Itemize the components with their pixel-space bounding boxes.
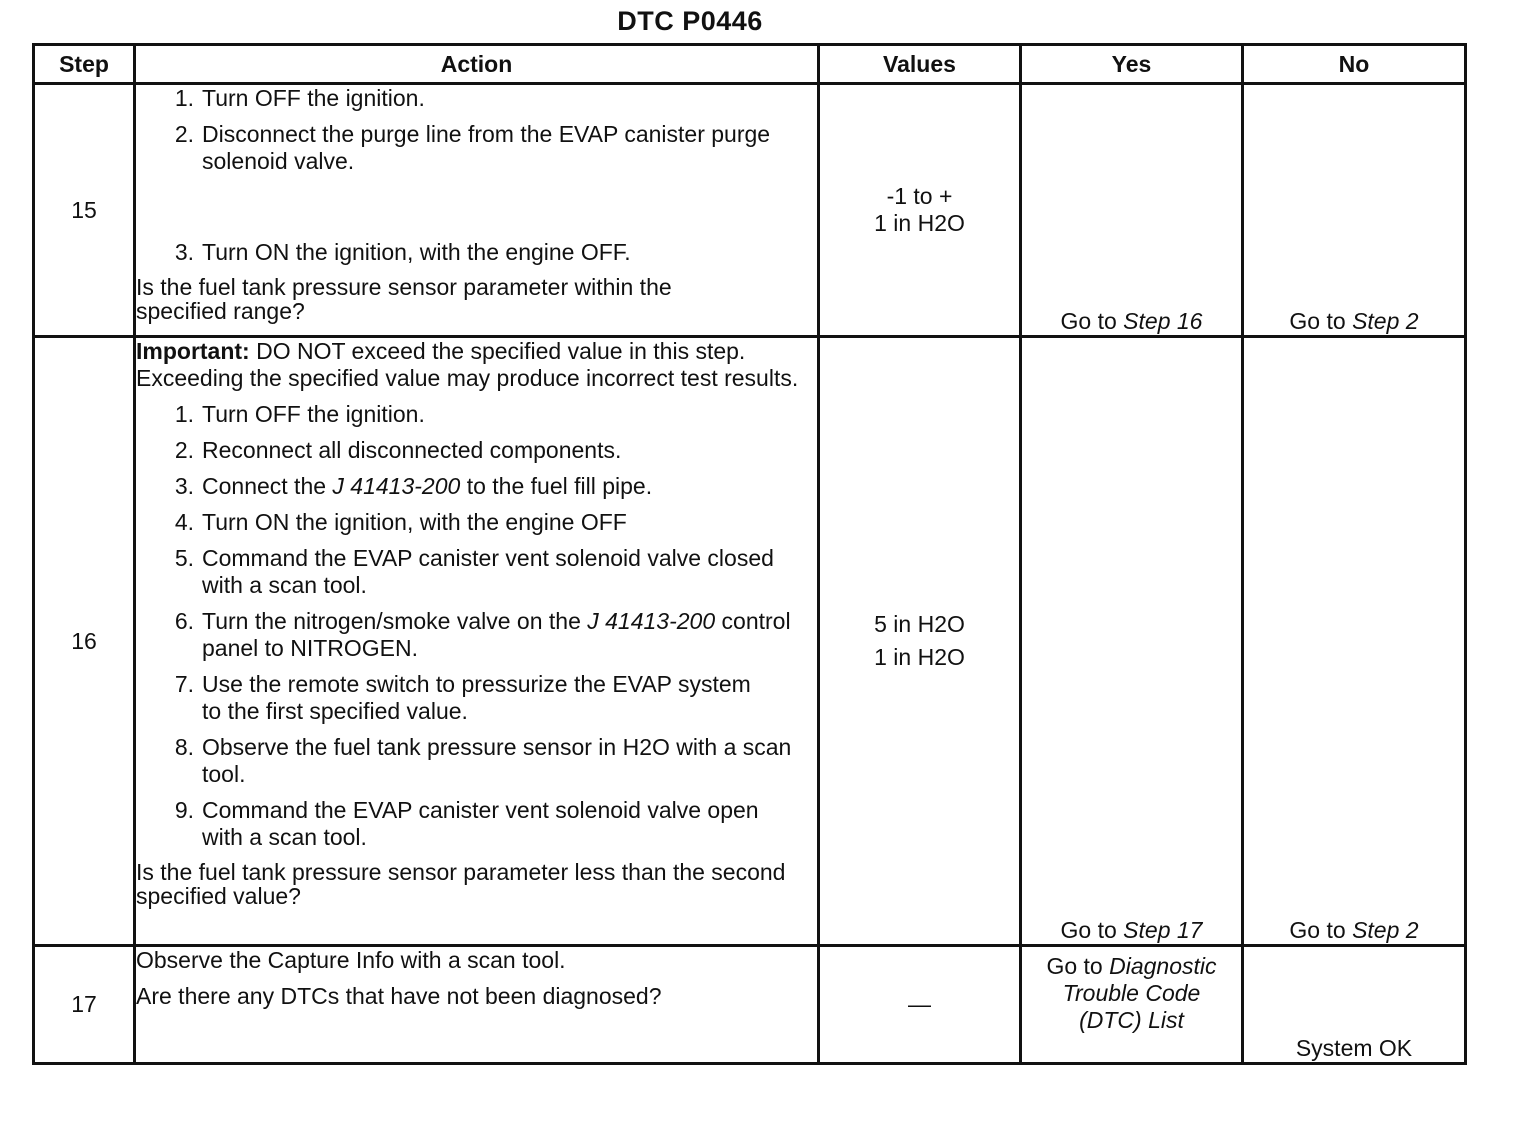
table-row-step-17 xyxy=(34,946,1466,1064)
step-number: 16 xyxy=(34,337,135,946)
step-reference: Step 2 xyxy=(1352,917,1419,943)
list-item: 9. Command the EVAP canister vent solenoid valve open with a scan tool. xyxy=(174,797,759,850)
value-line: 1 in H2O xyxy=(874,210,965,236)
header-yes: Yes xyxy=(1021,45,1243,84)
table-row-step-15 xyxy=(34,84,1466,337)
header-step: Step xyxy=(34,45,135,84)
value-line: -1 to + xyxy=(886,183,953,209)
action-cell xyxy=(135,84,819,337)
list-item: 4. Turn ON the ignition, with the engine OFF xyxy=(174,509,627,535)
no-cell: System OK xyxy=(1243,946,1466,1064)
step-reference: Step 16 xyxy=(1123,308,1203,334)
table-row-step-16 xyxy=(34,337,1466,946)
no-cell: Go to Step 2 xyxy=(1243,84,1466,337)
values-cell xyxy=(819,84,1021,337)
list-item: 2. Reconnect all disconnected components. xyxy=(174,437,622,463)
dtc-list-reference: Diagnostic Trouble Code (DTC) List xyxy=(1062,953,1217,1033)
yes-cell: Go to Step 17 xyxy=(1021,337,1243,946)
values-cell xyxy=(819,337,1021,946)
tool-reference: J 41413-200 xyxy=(332,473,461,499)
yes-cell: Go to Diagnostic Trouble Code (DTC) List xyxy=(1021,946,1243,1064)
important-note: Important: DO NOT exceed the specified value in this step. Exceeding the specified value may produce incorrect test results. xyxy=(136,338,799,391)
yes-cell: Go to Step 16 xyxy=(1021,84,1243,337)
action-question: Are there any DTCs that have not been diagnosed? xyxy=(136,983,662,1009)
action-list xyxy=(136,401,817,851)
list-item: 3. Turn ON the ignition, with the engine OFF. xyxy=(174,239,631,265)
value-line: 5 in H2O xyxy=(874,611,965,637)
header-values: Values xyxy=(819,45,1021,84)
list-item: 6. Turn the nitrogen/smoke valve on the J 41413-200 control panel to NITROGEN. xyxy=(174,608,791,661)
header-no: No xyxy=(1243,45,1466,84)
header-row xyxy=(34,45,1466,84)
action-cell xyxy=(135,337,819,946)
diagnostic-table xyxy=(32,43,1467,1065)
value-line: 1 in H2O xyxy=(874,644,965,670)
list-item: 7. Use the remote switch to pressurize the EVAP system to the first specified value. xyxy=(174,671,751,724)
step-reference: Step 17 xyxy=(1123,917,1203,943)
values-cell xyxy=(819,946,1021,1064)
action-question: Is the fuel tank pressure sensor parameter less than the second specified value? xyxy=(136,859,786,909)
step-reference: Step 2 xyxy=(1352,308,1419,334)
no-cell: Go to Step 2 xyxy=(1243,337,1466,946)
action-text: Observe the Capture Info with a scan tool. xyxy=(136,947,566,973)
action-question: Is the fuel tank pressure sensor parameter within the specified range? xyxy=(136,274,672,324)
action-list xyxy=(136,85,817,266)
list-item: 1. Turn OFF the ignition. xyxy=(174,401,425,427)
tool-reference: J 41413-200 xyxy=(587,608,716,634)
value-line: — xyxy=(908,991,931,1017)
page-title: DTC P0446 xyxy=(617,6,763,36)
header-action: Action xyxy=(135,45,819,84)
list-item: 8. Observe the fuel tank pressure sensor in H2O with a scan tool. xyxy=(174,734,792,787)
list-item: 2. Disconnect the purge line from the EVAP canister purge solenoid valve. xyxy=(174,121,771,174)
action-cell xyxy=(135,946,819,1064)
list-item: 1. Turn OFF the ignition. xyxy=(174,85,425,111)
list-item: 5. Command the EVAP canister vent solenoid valve closed with a scan tool. xyxy=(174,545,774,598)
step-number: 15 xyxy=(34,84,135,337)
step-number: 17 xyxy=(34,946,135,1064)
list-item: 3. Connect the J 41413-200 to the fuel fill pipe. xyxy=(174,473,653,499)
